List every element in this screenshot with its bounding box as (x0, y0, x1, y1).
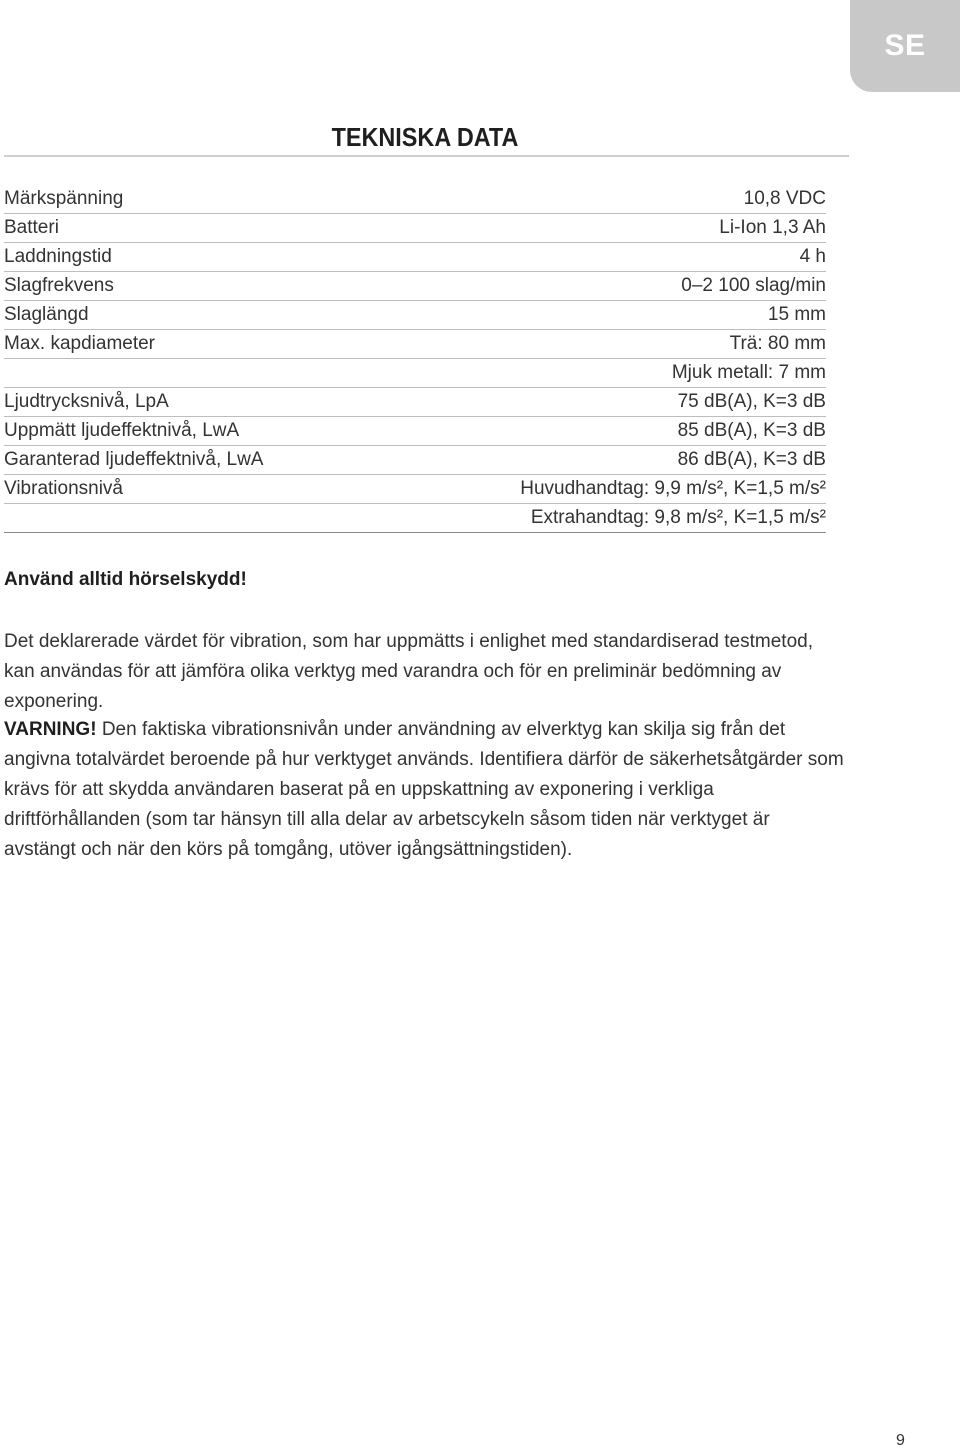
vibration-declaration-paragraph: Det deklarerade värdet för vibration, som har uppmätts i enlighet med standardiserad testmetod, kan användas för att jämföra olika verktyg med varandra och för en preliminär bedömning av exponering. (4, 631, 813, 712)
spec-value: 10,8 VDC (743, 188, 826, 209)
spec-value: 86 dB(A), K=3 dB (677, 449, 826, 470)
spec-value: 4 h (799, 246, 826, 267)
spec-label: Märkspänning (4, 188, 124, 209)
spec-value: 15 mm (767, 304, 826, 325)
spec-row (4, 475, 826, 504)
spec-label: Garanterad ljudeffektnivå, LwA (4, 449, 264, 470)
spec-row (4, 185, 826, 214)
spec-value: Li-Ion 1,3 Ah (719, 217, 826, 238)
spec-value: 85 dB(A), K=3 dB (677, 420, 826, 441)
spec-row (4, 388, 826, 417)
language-tab: SE (850, 0, 960, 92)
spec-value: Mjuk metall: 7 mm (671, 362, 826, 383)
spec-row (4, 243, 826, 272)
spec-value: Trä: 80 mm (729, 333, 826, 354)
spec-value: Huvudhandtag: 9,9 m/s², K=1,5 m/s² (520, 478, 826, 499)
page-title: TEKNISKA DATA (331, 122, 519, 152)
spec-row (4, 359, 826, 388)
spec-label: Max. kapdiameter (4, 333, 156, 354)
spec-label: Batteri (4, 217, 59, 238)
warning-paragraph (4, 715, 844, 865)
spec-label: Ljudtrycksnivå, LpA (4, 391, 169, 412)
spec-row (4, 301, 826, 330)
spec-label: Vibrationsnivå (4, 478, 124, 499)
spec-label: Uppmätt ljudeffektnivå, LwA (4, 420, 240, 441)
spec-table (4, 185, 826, 533)
title-divider (4, 155, 849, 157)
spec-row (4, 446, 826, 475)
spec-value: 0–2 100 slag/min (681, 275, 826, 296)
spec-value: 75 dB(A), K=3 dB (677, 391, 826, 412)
spec-value: Extrahandtag: 9,8 m/s², K=1,5 m/s² (530, 507, 826, 528)
warning-label: VARNING! (4, 719, 97, 740)
spec-row (4, 330, 826, 359)
spec-row (4, 504, 826, 533)
hearing-protection-notice: Använd alltid hörselskydd! (4, 569, 247, 590)
spec-label: Slaglängd (4, 304, 89, 325)
spec-row (4, 272, 826, 301)
page-number: 9 (896, 1432, 905, 1449)
spec-row (4, 214, 826, 243)
spec-label: Laddningstid (4, 246, 112, 267)
warning-text: Den faktiska vibrationsnivån under användning av elverktyg kan skilja sig från det angivna totalvärdet beroende på hur verktyget används. Identifiera därför de säkerhetsåtgärder som krävs för att skydda användaren baserat på en uppskattning av exponering i verkliga driftförhållanden (som tar hänsyn till alla delar av arbetscykeln såsom tiden när verktyget är avstängt och när den körs på tomgång, utöver igångsättningstiden). (4, 719, 844, 860)
spec-label: Slagfrekvens (4, 275, 114, 296)
spec-row (4, 417, 826, 446)
